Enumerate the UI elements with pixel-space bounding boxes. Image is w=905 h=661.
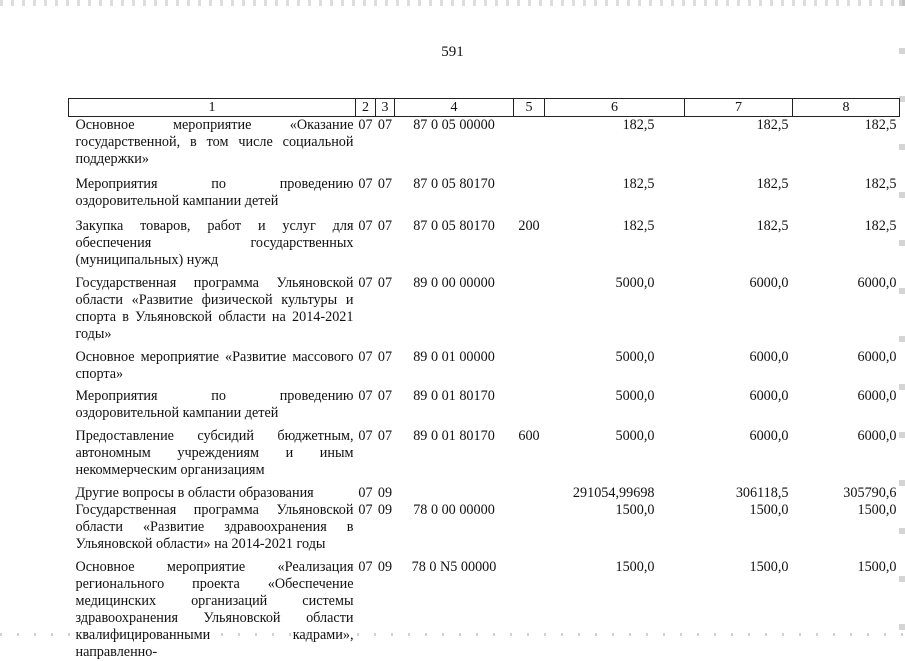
table-row [69,553,900,661]
row-expense-type-cell [514,383,545,422]
row-amount-3-cell: 6000,0 [793,343,900,383]
row-amount-2-cell: 1500,0 [685,553,793,661]
row-expense-type-cell [514,479,545,502]
column-header-3: 3 [376,99,395,117]
row-section-cell: 07 [356,422,376,479]
row-amount-1-cell: 182,5 [545,117,685,169]
row-amount-1-cell: 5000,0 [545,383,685,422]
row-section-cell: 07 [356,269,376,343]
row-subsection-cell: 07 [376,168,395,210]
row-target-article-cell: 89 0 01 00000 [395,343,514,383]
row-name-cell: Государственная программа Ульяновской области «Развитие здравоохранения в Ульяновской области» на 2014-2021 годы [69,502,356,553]
row-amount-1-cell: 1500,0 [545,502,685,553]
budget-table [68,98,900,661]
page-number: 591 [0,44,905,61]
row-amount-2-cell: 182,5 [685,117,793,169]
table-row [69,422,900,479]
row-amount-1-cell: 5000,0 [545,343,685,383]
row-section-cell: 07 [356,553,376,661]
table-row [69,479,900,502]
row-amount-3-cell: 6000,0 [793,383,900,422]
row-amount-2-cell: 1500,0 [685,502,793,553]
row-target-article-cell: 87 0 05 80170 [395,168,514,210]
row-amount-2-cell: 6000,0 [685,383,793,422]
row-name-cell: Основное мероприятие «Реализация регионального проекта «Обеспечение медицинских организаций системы здравоохранения Ульяновской области квалифицированными кадрами», направленно- [69,553,356,661]
row-target-article-cell: 89 0 01 80170 [395,383,514,422]
table-body [69,117,900,661]
row-subsection-cell: 07 [376,210,395,269]
column-header-5: 5 [514,99,545,117]
table-row [69,343,900,383]
scan-artifact-top [0,0,905,6]
table-row [69,168,900,210]
row-section-cell: 07 [356,168,376,210]
table-row [69,502,900,553]
row-amount-2-cell: 306118,5 [685,479,793,502]
row-name-cell: Закупка товаров, работ и услуг для обеспечения государственных (муниципальных) нужд [69,210,356,269]
row-target-article-cell: 87 0 05 00000 [395,117,514,169]
row-expense-type-cell: 200 [514,210,545,269]
row-amount-3-cell: 1500,0 [793,502,900,553]
row-section-cell: 07 [356,210,376,269]
row-amount-2-cell: 6000,0 [685,422,793,479]
row-amount-2-cell: 182,5 [685,168,793,210]
row-name-cell: Мероприятия по проведению оздоровительной кампании детей [69,168,356,210]
row-name-cell: Мероприятия по проведению оздоровительной кампании детей [69,383,356,422]
row-amount-2-cell: 6000,0 [685,269,793,343]
row-subsection-cell: 09 [376,502,395,553]
row-expense-type-cell [514,502,545,553]
row-target-article-cell: 89 0 01 80170 [395,422,514,479]
row-expense-type-cell [514,117,545,169]
row-section-cell: 07 [356,343,376,383]
row-name-cell: Основное мероприятие «Развитие массового спорта» [69,343,356,383]
row-amount-3-cell: 305790,6 [793,479,900,502]
row-amount-1-cell: 182,5 [545,210,685,269]
table-row [69,117,900,169]
row-expense-type-cell: 600 [514,422,545,479]
row-amount-1-cell: 1500,0 [545,553,685,661]
row-target-article-cell: 78 0 00 00000 [395,502,514,553]
row-section-cell: 07 [356,502,376,553]
row-subsection-cell: 09 [376,553,395,661]
column-header-7: 7 [685,99,793,117]
row-amount-2-cell: 182,5 [685,210,793,269]
row-amount-1-cell: 291054,99698 [545,479,685,502]
row-name-cell: Другие вопросы в области образования [69,479,356,502]
column-header-6: 6 [545,99,685,117]
table-header-row [69,99,900,117]
row-target-article-cell: 87 0 05 80170 [395,210,514,269]
row-name-cell: Основное мероприятие «Оказание государственной, в том числе социальной поддержки» [69,117,356,169]
row-amount-3-cell: 182,5 [793,117,900,169]
row-expense-type-cell [514,343,545,383]
row-amount-1-cell: 182,5 [545,168,685,210]
table-row [69,210,900,269]
row-amount-3-cell: 6000,0 [793,269,900,343]
row-amount-1-cell: 5000,0 [545,269,685,343]
row-subsection-cell: 09 [376,479,395,502]
table-row [69,383,900,422]
row-expense-type-cell [514,553,545,661]
row-name-cell: Государственная программа Ульяновской области «Развитие физической культуры и спорта в Ульяновской области на 2014-2021 годы» [69,269,356,343]
row-expense-type-cell [514,269,545,343]
row-name-cell: Предоставление субсидий бюджетным, автономным учреждениям и иным некоммерческим организациям [69,422,356,479]
row-section-cell: 07 [356,479,376,502]
row-subsection-cell: 07 [376,422,395,479]
table-row [69,269,900,343]
row-section-cell: 07 [356,383,376,422]
row-amount-3-cell: 1500,0 [793,553,900,661]
row-section-cell: 07 [356,117,376,169]
row-subsection-cell: 07 [376,383,395,422]
row-target-article-cell: 78 0 N5 00000 [395,553,514,661]
row-target-article-cell [395,479,514,502]
row-subsection-cell: 07 [376,269,395,343]
column-header-2: 2 [356,99,376,117]
column-header-8: 8 [793,99,900,117]
row-amount-3-cell: 6000,0 [793,422,900,479]
row-amount-3-cell: 182,5 [793,168,900,210]
row-target-article-cell: 89 0 00 00000 [395,269,514,343]
column-header-4: 4 [395,99,514,117]
row-subsection-cell: 07 [376,117,395,169]
column-header-1: 1 [69,99,356,117]
row-expense-type-cell [514,168,545,210]
row-amount-1-cell: 5000,0 [545,422,685,479]
row-subsection-cell: 07 [376,343,395,383]
row-amount-2-cell: 6000,0 [685,343,793,383]
row-amount-3-cell: 182,5 [793,210,900,269]
